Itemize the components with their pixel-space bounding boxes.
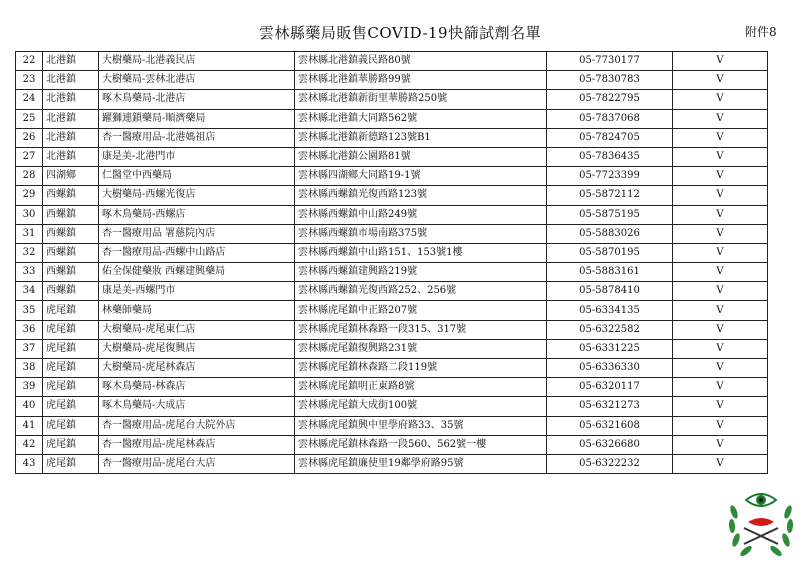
town-cell: 北港鎮 bbox=[43, 52, 99, 71]
availability-mark: V bbox=[673, 359, 768, 378]
phone-cell: 05-7822795 bbox=[547, 90, 673, 109]
store-name-cell: 杏一醫療用品-西螺中山路店 bbox=[99, 243, 295, 262]
table-row bbox=[16, 52, 768, 71]
address-cell: 雲林縣虎尾鎮明正東路8號 bbox=[295, 378, 547, 397]
phone-cell: 05-6320117 bbox=[547, 378, 673, 397]
address-cell: 雲林縣虎尾鎮興中里學府路33、35號 bbox=[295, 416, 547, 435]
town-cell: 四湖鄉 bbox=[43, 167, 99, 186]
row-number: 43 bbox=[16, 454, 43, 473]
row-number: 34 bbox=[16, 282, 43, 301]
availability-mark: V bbox=[673, 128, 768, 147]
availability-mark: V bbox=[673, 71, 768, 90]
availability-mark: V bbox=[673, 109, 768, 128]
town-cell: 虎尾鎮 bbox=[43, 339, 99, 358]
availability-mark: V bbox=[673, 205, 768, 224]
table-row bbox=[16, 320, 768, 339]
store-name-cell: 躍獅連鎖藥局-順濟藥局 bbox=[99, 109, 295, 128]
row-number: 30 bbox=[16, 205, 43, 224]
town-cell: 虎尾鎮 bbox=[43, 397, 99, 416]
store-name-cell: 啄木鳥藥局-北港店 bbox=[99, 90, 295, 109]
town-cell: 北港鎮 bbox=[43, 71, 99, 90]
store-name-cell: 杏一醫療用品-虎尾林森店 bbox=[99, 435, 295, 454]
phone-cell: 05-7830783 bbox=[547, 71, 673, 90]
availability-mark: V bbox=[673, 339, 768, 358]
availability-mark: V bbox=[673, 378, 768, 397]
table-row bbox=[16, 205, 768, 224]
town-cell: 北港鎮 bbox=[43, 128, 99, 147]
pharmacy-emblem-icon bbox=[726, 482, 796, 562]
address-cell: 雲林縣西螺鎮光復西路123號 bbox=[295, 186, 547, 205]
address-cell: 雲林縣虎尾鎮林森路二段119號 bbox=[295, 359, 547, 378]
town-cell: 西螺鎮 bbox=[43, 186, 99, 205]
phone-cell: 05-7836435 bbox=[547, 147, 673, 166]
table-row bbox=[16, 263, 768, 282]
table-row bbox=[16, 243, 768, 262]
table-row bbox=[16, 71, 768, 90]
town-cell: 北港鎮 bbox=[43, 109, 99, 128]
phone-cell: 05-7723399 bbox=[547, 167, 673, 186]
store-name-cell: 啄木鳥藥局-西螺店 bbox=[99, 205, 295, 224]
phone-cell: 05-7824705 bbox=[547, 128, 673, 147]
row-number: 24 bbox=[16, 90, 43, 109]
row-number: 42 bbox=[16, 435, 43, 454]
phone-cell: 05-6321273 bbox=[547, 397, 673, 416]
town-cell: 西螺鎮 bbox=[43, 243, 99, 262]
availability-mark: V bbox=[673, 90, 768, 109]
town-cell: 西螺鎮 bbox=[43, 263, 99, 282]
table-row bbox=[16, 397, 768, 416]
availability-mark: V bbox=[673, 397, 768, 416]
address-cell: 雲林縣四湖鄉大同路19-1號 bbox=[295, 167, 547, 186]
phone-cell: 05-6334135 bbox=[547, 301, 673, 320]
table-row bbox=[16, 224, 768, 243]
address-cell: 雲林縣西螺鎮光復西路252、256號 bbox=[295, 282, 547, 301]
table-row bbox=[16, 339, 768, 358]
phone-cell: 05-6336330 bbox=[547, 359, 673, 378]
phone-cell: 05-5878410 bbox=[547, 282, 673, 301]
address-cell: 雲林縣北港鎮公園路81號 bbox=[295, 147, 547, 166]
row-number: 36 bbox=[16, 320, 43, 339]
town-cell: 西螺鎮 bbox=[43, 205, 99, 224]
row-number: 35 bbox=[16, 301, 43, 320]
table-row bbox=[16, 147, 768, 166]
availability-mark: V bbox=[673, 263, 768, 282]
store-name-cell: 康是美-北港門市 bbox=[99, 147, 295, 166]
phone-cell: 05-6326680 bbox=[547, 435, 673, 454]
availability-mark: V bbox=[673, 52, 768, 71]
row-number: 41 bbox=[16, 416, 43, 435]
table-row bbox=[16, 454, 768, 473]
row-number: 37 bbox=[16, 339, 43, 358]
store-name-cell: 林藥師藥局 bbox=[99, 301, 295, 320]
store-name-cell: 杏一醫療用品-虎尾台大店 bbox=[99, 454, 295, 473]
row-number: 28 bbox=[16, 167, 43, 186]
address-cell: 雲林縣虎尾鎮林森路一段560、562號一樓 bbox=[295, 435, 547, 454]
store-name-cell: 大樹藥局-西螺光復店 bbox=[99, 186, 295, 205]
town-cell: 虎尾鎮 bbox=[43, 320, 99, 339]
row-number: 23 bbox=[16, 71, 43, 90]
town-cell: 北港鎮 bbox=[43, 147, 99, 166]
availability-mark: V bbox=[673, 224, 768, 243]
row-number: 29 bbox=[16, 186, 43, 205]
table-row bbox=[16, 128, 768, 147]
address-cell: 雲林縣北港鎮義民路80號 bbox=[295, 52, 547, 71]
availability-mark: V bbox=[673, 454, 768, 473]
table-row bbox=[16, 416, 768, 435]
address-cell: 雲林縣北港鎮大同路562號 bbox=[295, 109, 547, 128]
phone-cell: 05-6331225 bbox=[547, 339, 673, 358]
town-cell: 虎尾鎮 bbox=[43, 416, 99, 435]
availability-mark: V bbox=[673, 416, 768, 435]
address-cell: 雲林縣西螺鎮中山路249號 bbox=[295, 205, 547, 224]
town-cell: 北港鎮 bbox=[43, 90, 99, 109]
address-cell: 雲林縣虎尾鎮大成街100號 bbox=[295, 397, 547, 416]
town-cell: 虎尾鎮 bbox=[43, 301, 99, 320]
row-number: 33 bbox=[16, 263, 43, 282]
address-cell: 雲林縣西螺鎮中山路151、153號1樓 bbox=[295, 243, 547, 262]
town-cell: 虎尾鎮 bbox=[43, 435, 99, 454]
document-title: 雲林縣藥局販售COVID-19快篩試劑名單 bbox=[258, 24, 542, 42]
phone-cell: 05-5875195 bbox=[547, 205, 673, 224]
availability-mark: V bbox=[673, 320, 768, 339]
address-cell: 雲林縣西螺鎮市場南路375號 bbox=[295, 224, 547, 243]
town-cell: 西螺鎮 bbox=[43, 224, 99, 243]
store-name-cell: 佑全保健藥妝 西螺建興藥局 bbox=[99, 263, 295, 282]
availability-mark: V bbox=[673, 435, 768, 454]
town-cell: 西螺鎮 bbox=[43, 282, 99, 301]
availability-mark: V bbox=[673, 243, 768, 262]
phone-cell: 05-5883026 bbox=[547, 224, 673, 243]
phone-cell: 05-5872112 bbox=[547, 186, 673, 205]
phone-cell: 05-5870195 bbox=[547, 243, 673, 262]
store-name-cell: 大樹藥局-虎尾東仁店 bbox=[99, 320, 295, 339]
store-name-cell: 康是美-西螺門市 bbox=[99, 282, 295, 301]
address-cell: 雲林縣虎尾鎮中正路207號 bbox=[295, 301, 547, 320]
town-cell: 虎尾鎮 bbox=[43, 454, 99, 473]
phone-cell: 05-7730177 bbox=[547, 52, 673, 71]
availability-mark: V bbox=[673, 147, 768, 166]
store-name-cell: 杏一醫療用品-虎尾台大院外店 bbox=[99, 416, 295, 435]
address-cell: 雲林縣虎尾鎮林森路一段315、317號 bbox=[295, 320, 547, 339]
availability-mark: V bbox=[673, 301, 768, 320]
address-cell: 雲林縣虎尾鎮復興路231號 bbox=[295, 339, 547, 358]
annex-label: 附件8 bbox=[745, 25, 777, 39]
phone-cell: 05-6322232 bbox=[547, 454, 673, 473]
store-name-cell: 大樹藥局-虎尾復興店 bbox=[99, 339, 295, 358]
row-number: 22 bbox=[16, 52, 43, 71]
row-number: 40 bbox=[16, 397, 43, 416]
pharmacy-table bbox=[15, 51, 768, 474]
table-row bbox=[16, 186, 768, 205]
row-number: 31 bbox=[16, 224, 43, 243]
table-row bbox=[16, 378, 768, 397]
row-number: 38 bbox=[16, 359, 43, 378]
pharmacy-table-body bbox=[16, 52, 768, 474]
store-name-cell: 大樹藥局-虎尾林森店 bbox=[99, 359, 295, 378]
phone-cell: 05-6322582 bbox=[547, 320, 673, 339]
row-number: 26 bbox=[16, 128, 43, 147]
row-number: 25 bbox=[16, 109, 43, 128]
store-name-cell: 啄木鳥藥局-大成店 bbox=[99, 397, 295, 416]
town-cell: 虎尾鎮 bbox=[43, 378, 99, 397]
table-row bbox=[16, 359, 768, 378]
availability-mark: V bbox=[673, 167, 768, 186]
table-row bbox=[16, 167, 768, 186]
store-name-cell: 杏一醫療用品 署慈院內店 bbox=[99, 224, 295, 243]
table-row bbox=[16, 90, 768, 109]
availability-mark: V bbox=[673, 282, 768, 301]
store-name-cell: 啄木鳥藥局-林森店 bbox=[99, 378, 295, 397]
store-name-cell: 杏一醫療用品-北港媽祖店 bbox=[99, 128, 295, 147]
row-number: 32 bbox=[16, 243, 43, 262]
town-cell: 虎尾鎮 bbox=[43, 359, 99, 378]
address-cell: 雲林縣西螺鎮建興路219號 bbox=[295, 263, 547, 282]
table-row bbox=[16, 109, 768, 128]
phone-cell: 05-5883161 bbox=[547, 263, 673, 282]
availability-mark: V bbox=[673, 186, 768, 205]
store-name-cell: 大樹藥局-北港義民店 bbox=[99, 52, 295, 71]
row-number: 39 bbox=[16, 378, 43, 397]
store-name-cell: 仁醫堂中西藥局 bbox=[99, 167, 295, 186]
phone-cell: 05-6321608 bbox=[547, 416, 673, 435]
phone-cell: 05-7837068 bbox=[547, 109, 673, 128]
address-cell: 雲林縣北港鎮華勝路99號 bbox=[295, 71, 547, 90]
store-name-cell: 大樹藥局-雲林北港店 bbox=[99, 71, 295, 90]
address-cell: 雲林縣虎尾鎮廉使里19鄰學府路95號 bbox=[295, 454, 547, 473]
table-row bbox=[16, 282, 768, 301]
address-cell: 雲林縣北港鎮新德路123號B1 bbox=[295, 128, 547, 147]
table-row bbox=[16, 301, 768, 320]
row-number: 27 bbox=[16, 147, 43, 166]
address-cell: 雲林縣北港鎮新街里華勝路250號 bbox=[295, 90, 547, 109]
table-row bbox=[16, 435, 768, 454]
